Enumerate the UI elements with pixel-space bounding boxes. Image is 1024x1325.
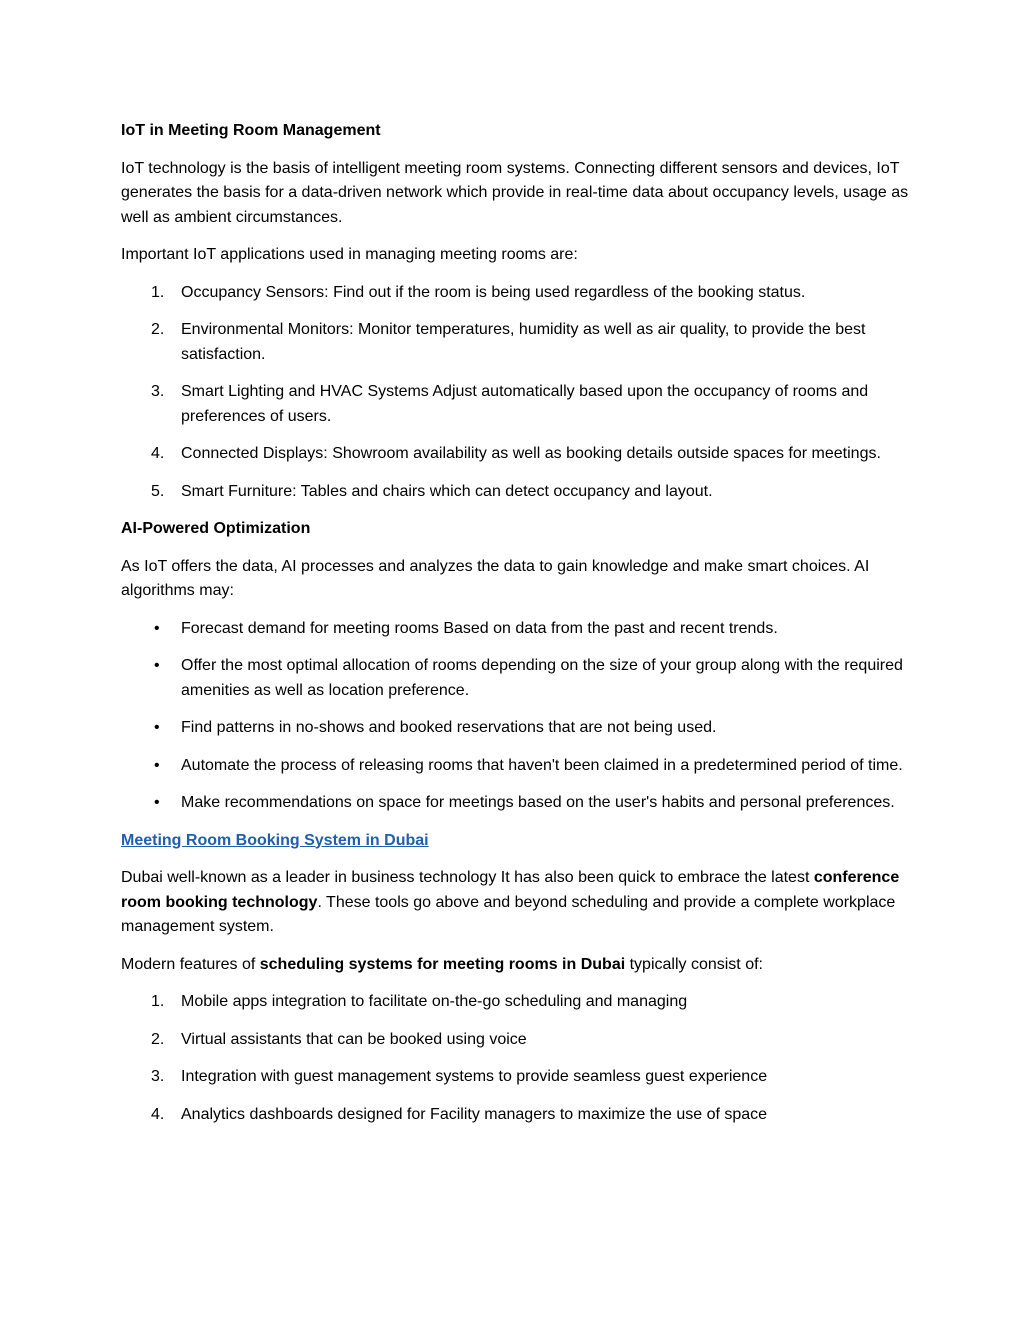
dubai-features-lead [121,953,911,978]
list-number: 4. [151,1105,165,1123]
list-number: 4. [151,445,165,462]
iot-intro-paragraph: IoT technology is the basis of intelligent meeting room systems. Connecting different sensors and devices, IoT generates the basis for a data-driven network which provide in real-time data about occupancy levels, usage as well as ambient circumstances. [121,159,909,226]
iot-section-heading: IoT in Meeting Room Management [121,122,381,139]
list-item-text: Environmental Monitors: Monitor temperatures, humidity as well as air quality, to provide the best satisfaction. [181,321,866,363]
list-number: 2. [151,321,165,338]
list-item-text: Forecast demand for meeting rooms Based on data from the past and recent trends. [181,619,778,637]
dubai-section-heading-wrapper [121,829,911,854]
list-item [121,716,911,741]
list-number: 2. [151,1030,165,1048]
list-item-text: Mobile apps integration to facilitate on-the-go scheduling and managing [181,993,688,1010]
list-item-text: Virtual assistants that can be booked using voice [181,1030,527,1048]
ai-section-heading: AI-Powered Optimization [121,520,311,537]
list-item-text: Offer the most optimal allocation of rooms depending on the size of your group along with the required amenities as well as location preference. [181,657,903,699]
list-item [121,281,911,306]
ai-capabilities-list [121,617,911,816]
bullet-icon: • [154,619,160,637]
list-item [121,791,911,816]
list-number: 3. [151,1068,165,1085]
list-item [121,442,911,467]
bullet-icon: • [154,657,160,674]
list-item-text: Analytics dashboards designed for Facility managers to maximize the use of space [181,1105,768,1123]
document-page [121,119,911,1140]
list-item-text: Connected Displays: Showroom availability as well as booking details outside spaces for meetings. [181,445,881,462]
bullet-icon: • [154,719,160,736]
dubai-features-list [121,990,911,1127]
list-item [121,654,911,703]
list-item [121,754,911,779]
list-item [121,990,911,1015]
dubai-features-text-a: Modern features of [121,955,260,973]
list-item [121,617,911,642]
dubai-features-bold: scheduling systems for meeting rooms in Dubai [259,955,626,973]
list-item-text: Find patterns in no-shows and booked reservations that are not being used. [181,719,717,736]
dubai-booking-system-link[interactable]: Meeting Room Booking System in Dubai [121,831,429,849]
list-item [121,1065,911,1090]
dubai-intro-paragraph [121,866,911,940]
list-item-text: Make recommendations on space for meetings based on the user's habits and personal preferences. [181,794,895,811]
list-item-text: Automate the process of releasing rooms that haven't been claimed in a predetermined period of time. [181,756,903,774]
list-item [121,380,911,429]
list-item [121,1103,911,1128]
dubai-intro-text-a: Dubai well-known as a leader in business technology It has also been quick to embrace the latest [121,869,814,886]
list-number: 5. [151,482,165,500]
dubai-intro-text-c: . These tools go above and beyond scheduling and provide a complete workplace management system. [121,893,896,935]
list-item [121,1028,911,1053]
ai-intro-paragraph: As IoT offers the data, AI processes and analyzes the data to gain knowledge and make smart choices. AI algorithms may: [121,557,870,599]
list-item-text: Smart Lighting and HVAC Systems Adjust automatically based upon the occupancy of rooms and preferences of users. [181,383,869,425]
list-item-text: Integration with guest management systems to provide seamless guest experience [181,1068,768,1085]
list-number: 1. [151,993,165,1010]
list-item-text: Smart Furniture: Tables and chairs which can detect occupancy and layout. [181,482,713,500]
list-item [121,318,911,367]
list-number: 1. [151,283,165,301]
list-number: 3. [151,383,165,400]
dubai-intro-bold: conference room booking technology [121,869,900,911]
list-item-text: Occupancy Sensors: Find out if the room is being used regardless of the booking status. [181,283,806,301]
bullet-icon: • [154,794,160,811]
iot-applications-list [121,281,911,505]
dubai-features-text-c: typically consist of: [625,955,763,973]
iot-applications-lead: Important IoT applications used in managing meeting rooms are: [121,246,578,263]
list-item [121,480,911,505]
bullet-icon: • [154,756,160,774]
